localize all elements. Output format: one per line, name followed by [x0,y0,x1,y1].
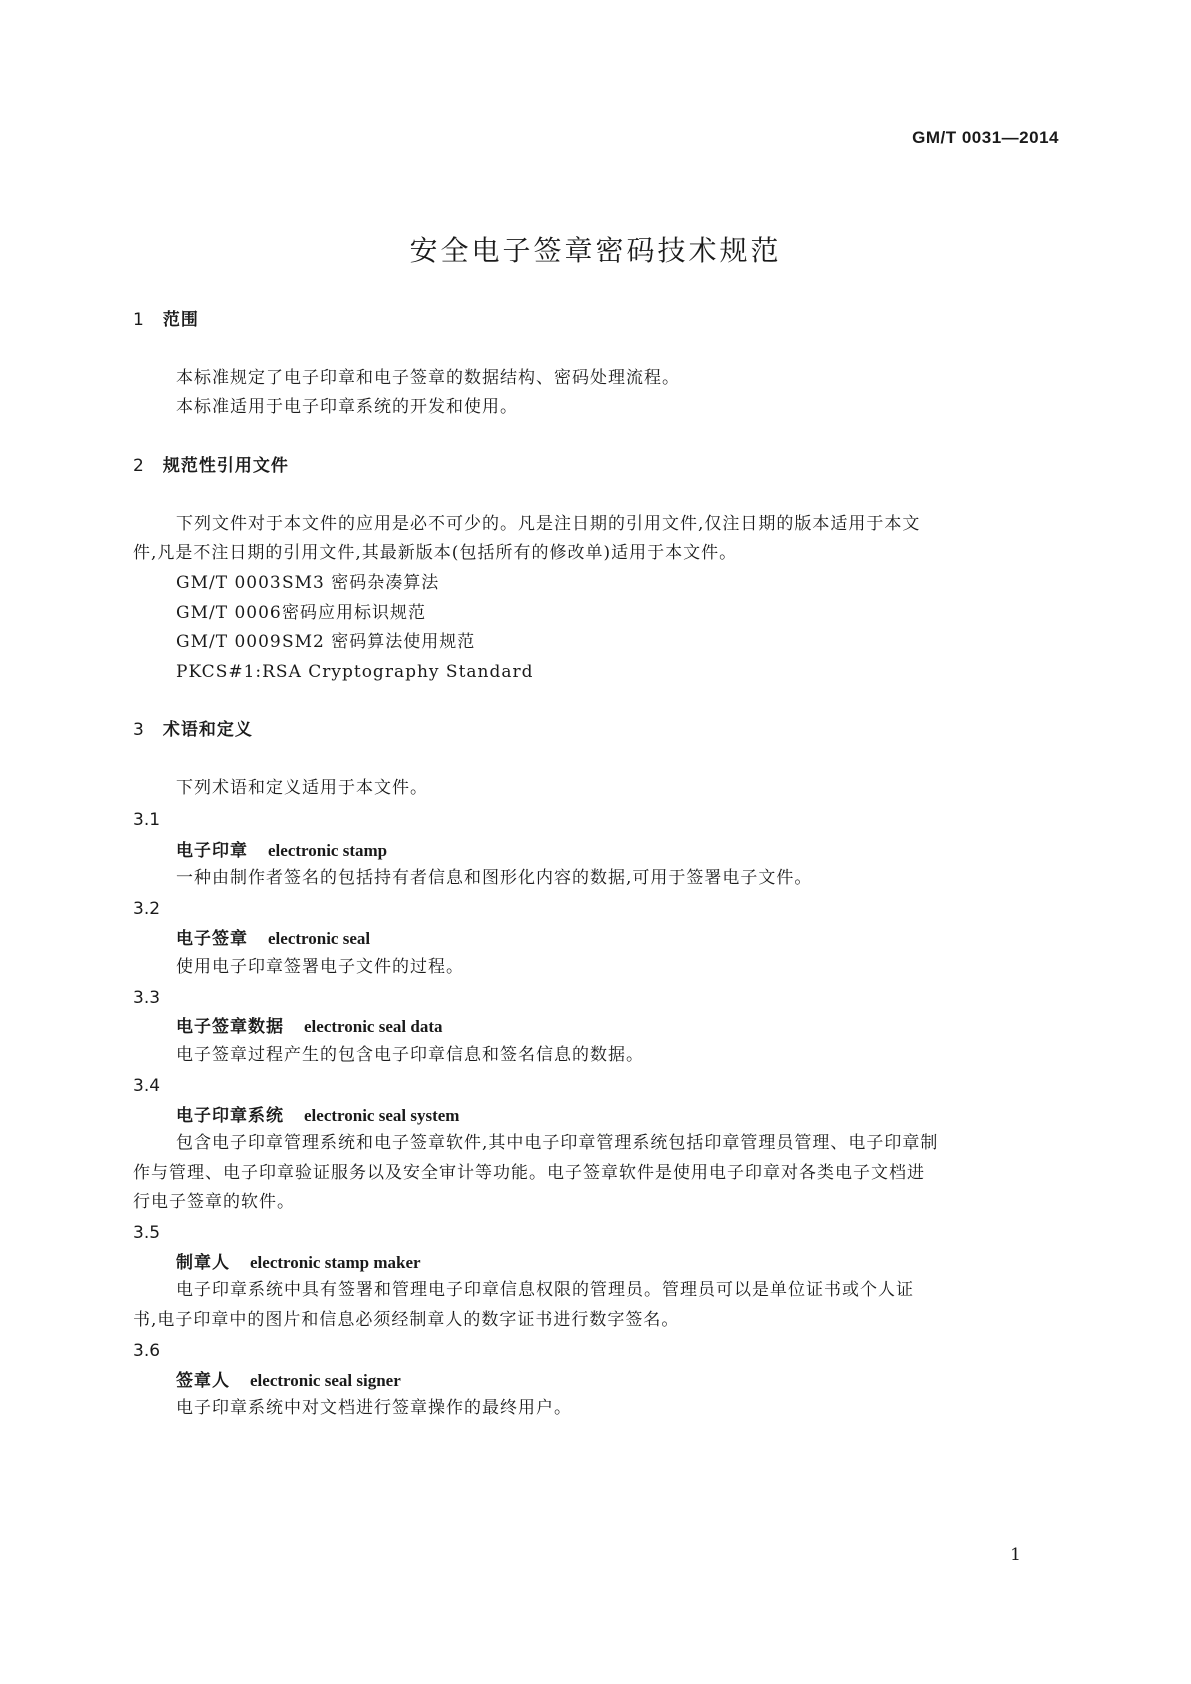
term-heading [176,1372,401,1390]
term-english: electronic seal data [304,1017,443,1036]
term-heading [176,930,370,948]
term-number: 3.1 [133,810,161,830]
term-heading [176,1107,459,1125]
section-1-heading [133,312,199,329]
reference-code: GM/T 0003 [176,573,282,593]
term-english: electronic stamp maker [250,1253,421,1272]
section-title: 范围 [162,310,199,330]
term-english: electronic seal [268,929,371,948]
term-chinese: 电子印章系统 [176,1106,284,1126]
term-chinese: 电子签章数据 [176,1017,284,1037]
reference-item [176,634,475,651]
term-chinese: 签章人 [176,1371,230,1391]
term-chinese: 制章人 [176,1253,230,1273]
section-number: 2 [133,456,145,476]
term-heading [176,1254,421,1272]
term-definition: 书,电子印章中的图片和信息必须经制章人的数字证书进行数字签名。 [133,1310,680,1330]
page-number: 1 [1010,1545,1021,1565]
reference-title: SM2 密码算法使用规范 [282,632,476,652]
paragraph: 件,凡是不注日期的引用文件,其最新版本(包括所有的修改单)适用于本文件。 [133,543,738,563]
term-number: 3.3 [133,988,161,1008]
paragraph: 本标准适用于电子印章系统的开发和使用。 [176,397,518,417]
term-definition: 电子印章系统中具有签署和管理电子印章信息权限的管理员。管理员可以是单位证书或个人证 [176,1280,914,1300]
term-english: electronic seal signer [250,1371,401,1390]
term-number: 3.4 [133,1076,161,1096]
section-number: 3 [133,720,145,740]
section-2-heading [133,458,289,475]
term-definition: 作与管理、电子印章验证服务以及安全审计等功能。电子签章软件是使用电子印章对各类电子文档进 [133,1163,925,1183]
section-3-heading [133,722,253,739]
term-definition: 行电子签章的软件。 [133,1192,295,1212]
term-english: electronic seal system [304,1106,460,1125]
term-definition: 一种由制作者签名的包括持有者信息和图形化内容的数据,可用于签署电子文件。 [176,868,813,888]
term-heading [176,1018,442,1036]
paragraph: 下列文件对于本文件的应用是必不可少的。凡是注日期的引用文件,仅注日期的版本适用于本文 [176,514,921,534]
term-english: electronic stamp [268,841,388,860]
term-definition: 包含电子印章管理系统和电子签章软件,其中电子印章管理系统包括印章管理员管理、电子印章制 [176,1133,939,1153]
term-chinese: 电子签章 [176,929,248,949]
reference-item: PKCS#1:RSA Cryptography Standard [176,662,534,682]
term-number: 3.5 [133,1223,161,1243]
term-chinese: 电子印章 [176,841,248,861]
term-number: 3.6 [133,1341,161,1361]
reference-item [176,575,439,592]
document-title: 安全电子签章密码技术规范 [409,234,782,267]
section-title: 术语和定义 [162,720,253,740]
reference-code: GM/T 0009 [176,632,282,652]
term-heading [176,842,387,860]
standard-code: GM/T 0031—2014 [912,128,1059,147]
reference-code: GM/T 0006 [176,603,282,623]
term-definition: 使用电子印章签署电子文件的过程。 [176,957,464,977]
term-definition: 电子印章系统中对文档进行签章操作的最终用户。 [176,1398,572,1418]
term-number: 3.2 [133,899,161,919]
reference-title: SM3 密码杂凑算法 [282,573,440,593]
section-number: 1 [133,310,145,330]
paragraph: 本标准规定了电子印章和电子签章的数据结构、密码处理流程。 [176,368,680,388]
term-definition: 电子签章过程产生的包含电子印章信息和签名信息的数据。 [176,1045,644,1065]
paragraph: 下列术语和定义适用于本文件。 [176,778,428,798]
section-title: 规范性引用文件 [162,456,289,476]
reference-item [176,605,426,622]
reference-title: 密码应用标识规范 [282,603,426,623]
